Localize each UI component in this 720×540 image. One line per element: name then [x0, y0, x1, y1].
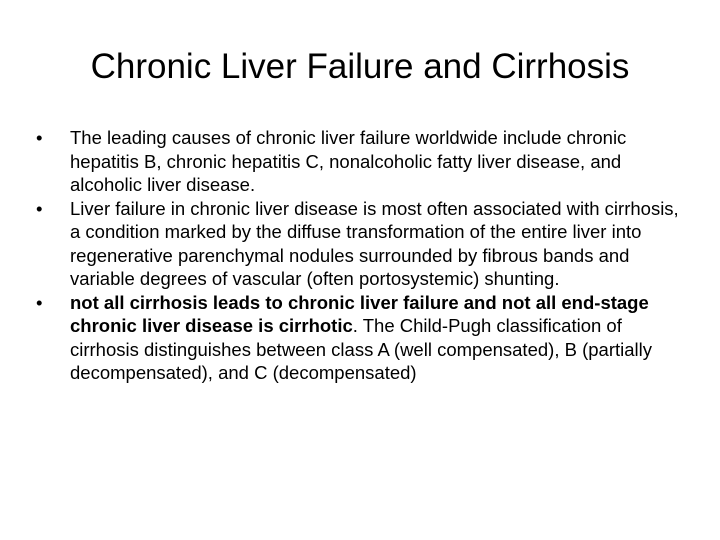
bullet-bold-text: not all cirrhosis leads to chronic liver failure and not all end-stage chronic liver disease is cirrhotic — [70, 291, 649, 336]
slide-title: Chronic Liver Failure and Cirrhosis — [90, 47, 630, 86]
bullet-item-causes — [36, 126, 688, 197]
bullet-item-cirrhosis — [36, 197, 688, 291]
bullet-item-child-pugh — [36, 291, 688, 385]
bullet-dot-icon: • — [36, 291, 43, 313]
bullet-list — [36, 126, 688, 385]
bullet-dot-icon: • — [36, 127, 43, 148]
bullet-text: The leading causes of chronic liver failure worldwide include chronic hepatitis B, chronic hepatitis C, nonalcoholic fatty liver disease, and alcoholic liver disease. — [70, 127, 627, 195]
bullet-text: . The Child-Pugh classification of cirrhosis distinguishes between class A (well compensated), B (partially decompensated), and C (decompensated) — [70, 315, 652, 383]
bullet-text: Liver failure in chronic liver disease is most often associated with cirrhosis, a condition marked by the diffuse transformation of the entire liver into regenerative parenchymal nodules surrounded by fibrous bands and variable degrees of vascular (often portosystemic) shunting. — [70, 197, 679, 289]
bullet-dot-icon: • — [36, 197, 43, 219]
